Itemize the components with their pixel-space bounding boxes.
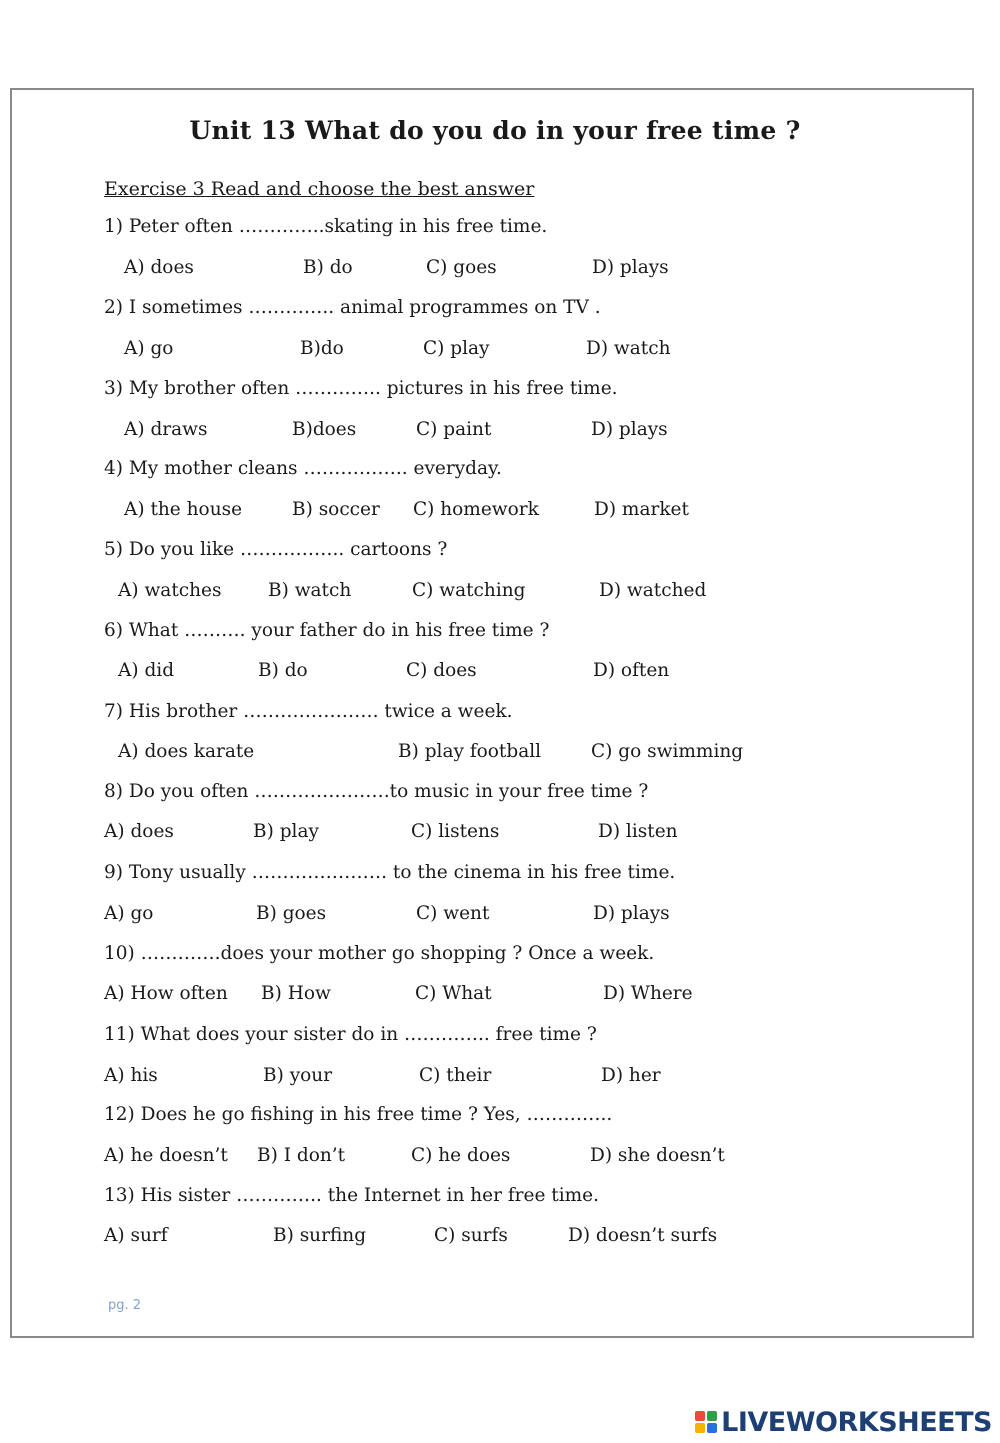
option-7b[interactable]: B) play football <box>398 741 542 762</box>
option-1b[interactable]: B) do <box>303 257 353 278</box>
question-10: 10) ………….does your mother go shopping ? Once a week. <box>104 943 655 964</box>
option-6a[interactable]: A) did <box>118 660 175 681</box>
option-5c[interactable]: C) watching <box>412 580 526 601</box>
option-4a[interactable]: A) the house <box>124 499 243 520</box>
question-13: 13) His sister ………….. the Internet in her free time. <box>104 1185 600 1206</box>
option-11b[interactable]: B) your <box>263 1065 333 1086</box>
option-9a[interactable]: A) go <box>104 903 154 924</box>
option-3c[interactable]: C) paint <box>416 419 492 440</box>
option-2a[interactable]: A) go <box>124 338 174 359</box>
question-8: 8) Do you often ………………….to music in your free time ? <box>104 781 649 802</box>
exercise-heading: Exercise 3 Read and choose the best answer <box>104 178 535 200</box>
option-7c[interactable]: C) go swimming <box>591 741 744 762</box>
option-5d[interactable]: D) watched <box>599 580 707 601</box>
question-7: 7) His brother …………………. twice a week. <box>104 701 513 722</box>
option-5a[interactable]: A) watches <box>118 580 222 601</box>
option-2d[interactable]: D) watch <box>586 338 671 359</box>
option-6d[interactable]: D) often <box>593 660 670 681</box>
option-7a[interactable]: A) does karate <box>118 741 255 762</box>
option-11a[interactable]: A) his <box>104 1065 158 1086</box>
option-11d[interactable]: D) her <box>601 1065 661 1086</box>
liveworksheets-logo[interactable] <box>695 1405 992 1439</box>
option-13d[interactable]: D) doesn’t surfs <box>568 1225 718 1246</box>
logo-text: LIVEWORKSHEETS <box>721 1406 992 1438</box>
option-12b[interactable]: B) I don’t <box>257 1145 346 1166</box>
option-4b[interactable]: B) soccer <box>292 499 380 520</box>
option-5b[interactable]: B) watch <box>268 580 352 601</box>
option-1a[interactable]: A) does <box>124 257 194 278</box>
option-8c[interactable]: C) listens <box>411 821 500 842</box>
option-3b[interactable]: B)does <box>292 419 357 440</box>
option-10a[interactable]: A) How often <box>104 983 228 1004</box>
option-6b[interactable]: B) do <box>258 660 308 681</box>
question-3: 3) My brother often ………….. pictures in his free time. <box>104 378 618 399</box>
liveworksheets-logo-icon <box>695 1411 717 1433</box>
option-9c[interactable]: C) went <box>416 903 490 924</box>
question-11: 11) What does your sister do in ………….. free time ? <box>104 1024 597 1045</box>
question-1: 1) Peter often …………..skating in his free time. <box>104 216 548 237</box>
option-13c[interactable]: C) surfs <box>434 1225 508 1246</box>
option-12a[interactable]: A) he doesn’t <box>104 1145 228 1166</box>
question-4: 4) My mother cleans …………….. everyday. <box>104 458 502 479</box>
option-2c[interactable]: C) play <box>423 338 490 359</box>
option-1c[interactable]: C) goes <box>426 257 497 278</box>
option-12c[interactable]: C) he does <box>411 1145 511 1166</box>
option-9b[interactable]: B) goes <box>256 903 327 924</box>
option-6c[interactable]: C) does <box>406 660 477 681</box>
question-5: 5) Do you like …………….. cartoons ? <box>104 539 448 560</box>
option-8a[interactable]: A) does <box>104 821 174 842</box>
page-number: pg. 2 <box>108 1298 142 1313</box>
option-1d[interactable]: D) plays <box>592 257 669 278</box>
option-10c[interactable]: C) What <box>415 983 492 1004</box>
option-9d[interactable]: D) plays <box>593 903 670 924</box>
option-8b[interactable]: B) play <box>253 821 319 842</box>
option-10b[interactable]: B) How <box>261 983 331 1004</box>
option-11c[interactable]: C) their <box>419 1065 492 1086</box>
option-3d[interactable]: D) plays <box>591 419 668 440</box>
question-2: 2) I sometimes ………….. animal programmes on TV . <box>104 297 601 318</box>
question-12: 12) Does he go fishing in his free time ? Yes, ………….. <box>104 1104 613 1125</box>
question-9: 9) Tony usually …………………. to the cinema in his free time. <box>104 862 676 883</box>
option-13b[interactable]: B) surfing <box>273 1225 367 1246</box>
option-2b[interactable]: B)do <box>300 338 344 359</box>
option-4d[interactable]: D) market <box>594 499 689 520</box>
option-3a[interactable]: A) draws <box>124 419 208 440</box>
option-12d[interactable]: D) she doesn’t <box>590 1145 725 1166</box>
question-6: 6) What ………. your father do in his free time ? <box>104 620 550 641</box>
option-13a[interactable]: A) surf <box>104 1225 168 1246</box>
option-8d[interactable]: D) listen <box>598 821 678 842</box>
option-10d[interactable]: D) Where <box>603 983 693 1004</box>
worksheet-title: Unit 13 What do you do in your free time ? <box>189 116 801 145</box>
option-4c[interactable]: C) homework <box>413 499 539 520</box>
